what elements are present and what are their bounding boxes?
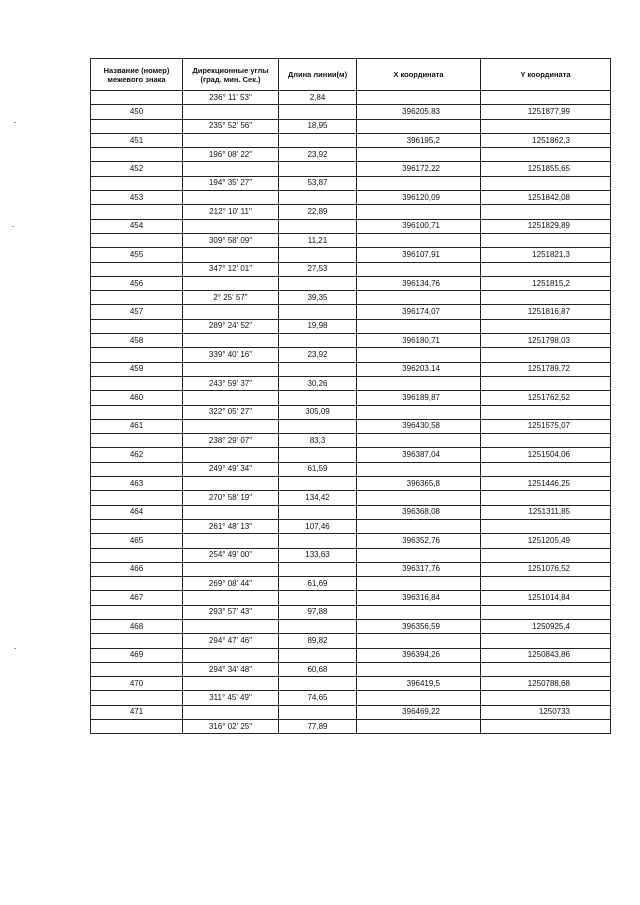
cell-angle: 235° 52' 56": [183, 119, 279, 133]
cell-point-name: 466: [91, 562, 183, 576]
cell-length: 134,42: [279, 491, 357, 505]
cell-x-coordinate: [357, 119, 481, 133]
cell-x-coordinate: 396107,91: [357, 248, 481, 262]
cell-x-coordinate: 396368,08: [357, 505, 481, 519]
cell-length: [279, 505, 357, 519]
cell-x-coordinate: 396356,59: [357, 619, 481, 633]
cell-x-coordinate: [357, 348, 481, 362]
table-row: [91, 534, 611, 548]
cell-x-coordinate: [357, 605, 481, 619]
cell-point-name: 456: [91, 276, 183, 290]
table-row: [91, 334, 611, 348]
cell-point-name: [91, 434, 183, 448]
table-row: [91, 162, 611, 176]
cell-y-coordinate: [481, 434, 611, 448]
cell-angle: [183, 248, 279, 262]
cell-length: [279, 477, 357, 491]
cell-angle: [183, 705, 279, 719]
cell-length: 133,63: [279, 548, 357, 562]
table-row: [91, 419, 611, 433]
header-y: Y координата: [481, 59, 611, 91]
table-row: [91, 448, 611, 462]
cell-x-coordinate: [357, 205, 481, 219]
cell-point-name: [91, 548, 183, 562]
table-row: [91, 119, 611, 133]
cell-length: 22,89: [279, 205, 357, 219]
cell-point-name: 467: [91, 591, 183, 605]
cell-length: 39,35: [279, 291, 357, 305]
cell-y-coordinate: 1251311,85: [481, 505, 611, 519]
cell-length: [279, 419, 357, 433]
cell-angle: 212° 10' 11": [183, 205, 279, 219]
cell-y-coordinate: 1251821,3: [481, 248, 611, 262]
cell-x-coordinate: [357, 491, 481, 505]
cell-point-name: 465: [91, 534, 183, 548]
cell-point-name: 471: [91, 705, 183, 719]
cell-x-coordinate: [357, 519, 481, 533]
table-row: [91, 691, 611, 705]
cell-point-name: 450: [91, 105, 183, 119]
cell-point-name: 458: [91, 334, 183, 348]
table-row: [91, 176, 611, 190]
cell-angle: [183, 276, 279, 290]
cell-angle: [183, 505, 279, 519]
cell-y-coordinate: 1250788,68: [481, 677, 611, 691]
cell-y-coordinate: 1251076,52: [481, 562, 611, 576]
cell-angle: 2° 25' 57": [183, 291, 279, 305]
cell-point-name: [91, 262, 183, 276]
table-row: [91, 705, 611, 719]
cell-y-coordinate: 1251446,25: [481, 477, 611, 491]
cell-y-coordinate: [481, 691, 611, 705]
header-name: Название (номер) межевого знака: [91, 59, 183, 91]
table-row: [91, 376, 611, 390]
cell-angle: 294° 47' 46": [183, 634, 279, 648]
cell-y-coordinate: [481, 376, 611, 390]
cell-angle: [183, 105, 279, 119]
scan-artifact: [14, 122, 16, 123]
cell-angle: [183, 619, 279, 633]
cell-length: 74,65: [279, 691, 357, 705]
cell-x-coordinate: [357, 319, 481, 333]
cell-x-coordinate: [357, 148, 481, 162]
cell-length: [279, 362, 357, 376]
cell-x-coordinate: 396469,22: [357, 705, 481, 719]
cell-length: [279, 248, 357, 262]
cell-length: 11,21: [279, 233, 357, 247]
cell-point-name: 469: [91, 648, 183, 662]
cell-angle: [183, 648, 279, 662]
cell-x-coordinate: 396180,71: [357, 334, 481, 348]
table-row: [91, 305, 611, 319]
cell-point-name: [91, 720, 183, 734]
cell-y-coordinate: 1251842,08: [481, 191, 611, 205]
cell-length: [279, 162, 357, 176]
cell-y-coordinate: 1251575,07: [481, 419, 611, 433]
cell-x-coordinate: 396100,71: [357, 219, 481, 233]
cell-length: 77,89: [279, 720, 357, 734]
table-row: [91, 405, 611, 419]
table-row: [91, 434, 611, 448]
cell-length: [279, 448, 357, 462]
table-row: [91, 205, 611, 219]
cell-x-coordinate: 396205,83: [357, 105, 481, 119]
cell-y-coordinate: [481, 720, 611, 734]
cell-point-name: [91, 291, 183, 305]
cell-y-coordinate: [481, 119, 611, 133]
table-header-row: [91, 59, 611, 91]
cell-x-coordinate: [357, 91, 481, 105]
cell-angle: 293° 57' 43": [183, 605, 279, 619]
cell-angle: [183, 219, 279, 233]
cell-length: [279, 105, 357, 119]
cell-point-name: [91, 662, 183, 676]
cell-x-coordinate: [357, 176, 481, 190]
cell-length: 60,68: [279, 662, 357, 676]
cell-y-coordinate: [481, 634, 611, 648]
cell-angle: 196° 08' 22": [183, 148, 279, 162]
cell-length: [279, 334, 357, 348]
cell-y-coordinate: 1251816,87: [481, 305, 611, 319]
cell-x-coordinate: 396365,8: [357, 477, 481, 491]
cell-length: [279, 619, 357, 633]
cell-point-name: [91, 691, 183, 705]
cell-length: [279, 591, 357, 605]
cell-angle: [183, 162, 279, 176]
cell-point-name: [91, 348, 183, 362]
table-row: [91, 291, 611, 305]
table-row: [91, 262, 611, 276]
cell-angle: [183, 534, 279, 548]
table-row: [91, 191, 611, 205]
cell-y-coordinate: [481, 605, 611, 619]
header-x: X координата: [357, 59, 481, 91]
table-row: [91, 391, 611, 405]
cell-point-name: [91, 376, 183, 390]
cell-length: 23,92: [279, 348, 357, 362]
cell-length: 97,88: [279, 605, 357, 619]
cell-x-coordinate: [357, 634, 481, 648]
cell-point-name: [91, 577, 183, 591]
cell-point-name: 464: [91, 505, 183, 519]
cell-point-name: 462: [91, 448, 183, 462]
cell-y-coordinate: [481, 148, 611, 162]
table-row: [91, 605, 611, 619]
scan-artifact: [12, 226, 14, 227]
table-row: [91, 276, 611, 290]
cell-point-name: [91, 176, 183, 190]
cell-point-name: 468: [91, 619, 183, 633]
cell-angle: 261° 48' 13": [183, 519, 279, 533]
cell-point-name: [91, 148, 183, 162]
table-row: [91, 491, 611, 505]
cell-y-coordinate: [481, 519, 611, 533]
table-row: [91, 319, 611, 333]
cell-point-name: [91, 319, 183, 333]
cell-length: 18,95: [279, 119, 357, 133]
cell-y-coordinate: 1250843,86: [481, 648, 611, 662]
cell-y-coordinate: [481, 205, 611, 219]
cell-angle: 194° 35' 27": [183, 176, 279, 190]
cell-y-coordinate: 1251762,52: [481, 391, 611, 405]
cell-angle: [183, 334, 279, 348]
cell-point-name: [91, 462, 183, 476]
cell-y-coordinate: 1251877,99: [481, 105, 611, 119]
cell-y-coordinate: [481, 233, 611, 247]
cell-angle: [183, 677, 279, 691]
cell-y-coordinate: 1251504,06: [481, 448, 611, 462]
table-row: [91, 219, 611, 233]
cell-length: [279, 534, 357, 548]
cell-y-coordinate: 1251798,03: [481, 334, 611, 348]
cell-angle: [183, 591, 279, 605]
cell-length: 61,69: [279, 577, 357, 591]
table-row: [91, 577, 611, 591]
cell-y-coordinate: [481, 405, 611, 419]
cell-point-name: [91, 634, 183, 648]
cell-x-coordinate: [357, 662, 481, 676]
cell-y-coordinate: [481, 319, 611, 333]
cell-x-coordinate: 396316,84: [357, 591, 481, 605]
cell-y-coordinate: 1251855,65: [481, 162, 611, 176]
cell-length: 53,87: [279, 176, 357, 190]
cell-length: 83,3: [279, 434, 357, 448]
cell-point-name: 453: [91, 191, 183, 205]
cell-length: [279, 705, 357, 719]
cell-angle: [183, 477, 279, 491]
table-row: [91, 677, 611, 691]
cell-angle: 322° 05' 27": [183, 405, 279, 419]
cell-point-name: [91, 91, 183, 105]
scan-artifact: [14, 648, 16, 649]
cell-point-name: 470: [91, 677, 183, 691]
cell-y-coordinate: [481, 176, 611, 190]
table-row: [91, 105, 611, 119]
cell-x-coordinate: 396134,76: [357, 276, 481, 290]
cell-x-coordinate: [357, 233, 481, 247]
cell-angle: 289° 24' 52": [183, 319, 279, 333]
cell-angle: [183, 133, 279, 147]
cell-point-name: 452: [91, 162, 183, 176]
cell-x-coordinate: [357, 291, 481, 305]
cell-angle: [183, 305, 279, 319]
cell-y-coordinate: [481, 577, 611, 591]
cell-point-name: [91, 405, 183, 419]
cell-x-coordinate: 396172,22: [357, 162, 481, 176]
cell-x-coordinate: 396203,14: [357, 362, 481, 376]
table-row: [91, 362, 611, 376]
cell-x-coordinate: 396120,09: [357, 191, 481, 205]
cell-y-coordinate: [481, 662, 611, 676]
cell-angle: 339° 40' 16": [183, 348, 279, 362]
cell-x-coordinate: [357, 434, 481, 448]
cell-point-name: [91, 491, 183, 505]
cell-point-name: 463: [91, 477, 183, 491]
table-row: [91, 591, 611, 605]
cell-y-coordinate: [481, 462, 611, 476]
cell-y-coordinate: [481, 491, 611, 505]
cell-x-coordinate: 396419,5: [357, 677, 481, 691]
cell-x-coordinate: [357, 376, 481, 390]
cell-x-coordinate: [357, 691, 481, 705]
cell-angle: 316° 02' 25": [183, 720, 279, 734]
cell-length: 19,98: [279, 319, 357, 333]
cell-y-coordinate: [481, 548, 611, 562]
table-row: [91, 720, 611, 734]
cell-point-name: 461: [91, 419, 183, 433]
table-row: [91, 519, 611, 533]
cell-angle: 254° 49' 00": [183, 548, 279, 562]
cell-x-coordinate: [357, 262, 481, 276]
cell-point-name: [91, 205, 183, 219]
cell-angle: [183, 448, 279, 462]
cell-point-name: 457: [91, 305, 183, 319]
table-row: [91, 562, 611, 576]
cell-angle: 309° 58' 09": [183, 233, 279, 247]
cell-x-coordinate: 396189,87: [357, 391, 481, 405]
table-row: [91, 91, 611, 105]
cell-angle: 238° 29' 07": [183, 434, 279, 448]
cell-x-coordinate: 396195,2: [357, 133, 481, 147]
cell-length: [279, 276, 357, 290]
cell-x-coordinate: [357, 405, 481, 419]
cell-length: [279, 648, 357, 662]
table-row: [91, 648, 611, 662]
cell-angle: 236° 11' 53": [183, 91, 279, 105]
table-row: [91, 505, 611, 519]
cell-point-name: 460: [91, 391, 183, 405]
cell-length: [279, 677, 357, 691]
cell-point-name: 455: [91, 248, 183, 262]
cell-angle: 270° 58' 19": [183, 491, 279, 505]
cell-x-coordinate: 396352,76: [357, 534, 481, 548]
table-row: [91, 662, 611, 676]
table-row: [91, 348, 611, 362]
cell-length: 2,84: [279, 91, 357, 105]
table-row: [91, 634, 611, 648]
header-angle: Дирекционные углы (град. мин. Сек.): [183, 59, 279, 91]
cell-y-coordinate: [481, 291, 611, 305]
table-row: [91, 233, 611, 247]
cell-y-coordinate: 1251014,84: [481, 591, 611, 605]
table-row: [91, 548, 611, 562]
table-row: [91, 248, 611, 262]
cell-y-coordinate: [481, 91, 611, 105]
cell-angle: 269° 08' 44": [183, 577, 279, 591]
cell-x-coordinate: [357, 577, 481, 591]
table-row: [91, 133, 611, 147]
cell-angle: 347° 12' 01": [183, 262, 279, 276]
cell-point-name: 459: [91, 362, 183, 376]
cell-angle: [183, 562, 279, 576]
cell-angle: [183, 419, 279, 433]
cell-x-coordinate: 396174,07: [357, 305, 481, 319]
cell-angle: [183, 191, 279, 205]
cell-y-coordinate: 1250925,4: [481, 619, 611, 633]
cell-length: [279, 305, 357, 319]
cell-point-name: [91, 119, 183, 133]
cell-x-coordinate: 396430,58: [357, 419, 481, 433]
cell-y-coordinate: [481, 348, 611, 362]
header-length: Длина линии(м): [279, 59, 357, 91]
cell-y-coordinate: 1251862,3: [481, 133, 611, 147]
cell-length: 23,92: [279, 148, 357, 162]
cell-length: [279, 391, 357, 405]
table-row: [91, 462, 611, 476]
cell-angle: [183, 362, 279, 376]
table-row: [91, 477, 611, 491]
cell-angle: 311° 45' 49": [183, 691, 279, 705]
cell-y-coordinate: [481, 262, 611, 276]
cell-x-coordinate: 396387,04: [357, 448, 481, 462]
coordinates-table: [90, 58, 611, 734]
cell-length: [279, 219, 357, 233]
cell-length: 89,82: [279, 634, 357, 648]
cell-x-coordinate: [357, 548, 481, 562]
cell-length: [279, 133, 357, 147]
cell-point-name: [91, 605, 183, 619]
cell-point-name: [91, 519, 183, 533]
cell-y-coordinate: 1251829,89: [481, 219, 611, 233]
cell-length: 61,59: [279, 462, 357, 476]
cell-y-coordinate: 1251815,2: [481, 276, 611, 290]
cell-angle: [183, 391, 279, 405]
cell-y-coordinate: 1250733: [481, 705, 611, 719]
cell-length: [279, 191, 357, 205]
cell-point-name: 451: [91, 133, 183, 147]
cell-point-name: [91, 233, 183, 247]
cell-angle: 249° 49' 34": [183, 462, 279, 476]
table-body: [91, 91, 611, 734]
table-row: [91, 148, 611, 162]
cell-x-coordinate: 396317,76: [357, 562, 481, 576]
cell-y-coordinate: 1251789,72: [481, 362, 611, 376]
cell-length: [279, 562, 357, 576]
cell-x-coordinate: [357, 720, 481, 734]
cell-x-coordinate: [357, 462, 481, 476]
cell-length: 107,46: [279, 519, 357, 533]
cell-angle: 243° 59' 37": [183, 376, 279, 390]
cell-length: 27,53: [279, 262, 357, 276]
cell-y-coordinate: 1251205,49: [481, 534, 611, 548]
table-row: [91, 619, 611, 633]
cell-x-coordinate: 396394,26: [357, 648, 481, 662]
cell-point-name: 454: [91, 219, 183, 233]
cell-length: 30,26: [279, 376, 357, 390]
cell-angle: 294° 34' 48": [183, 662, 279, 676]
cell-length: 305,09: [279, 405, 357, 419]
